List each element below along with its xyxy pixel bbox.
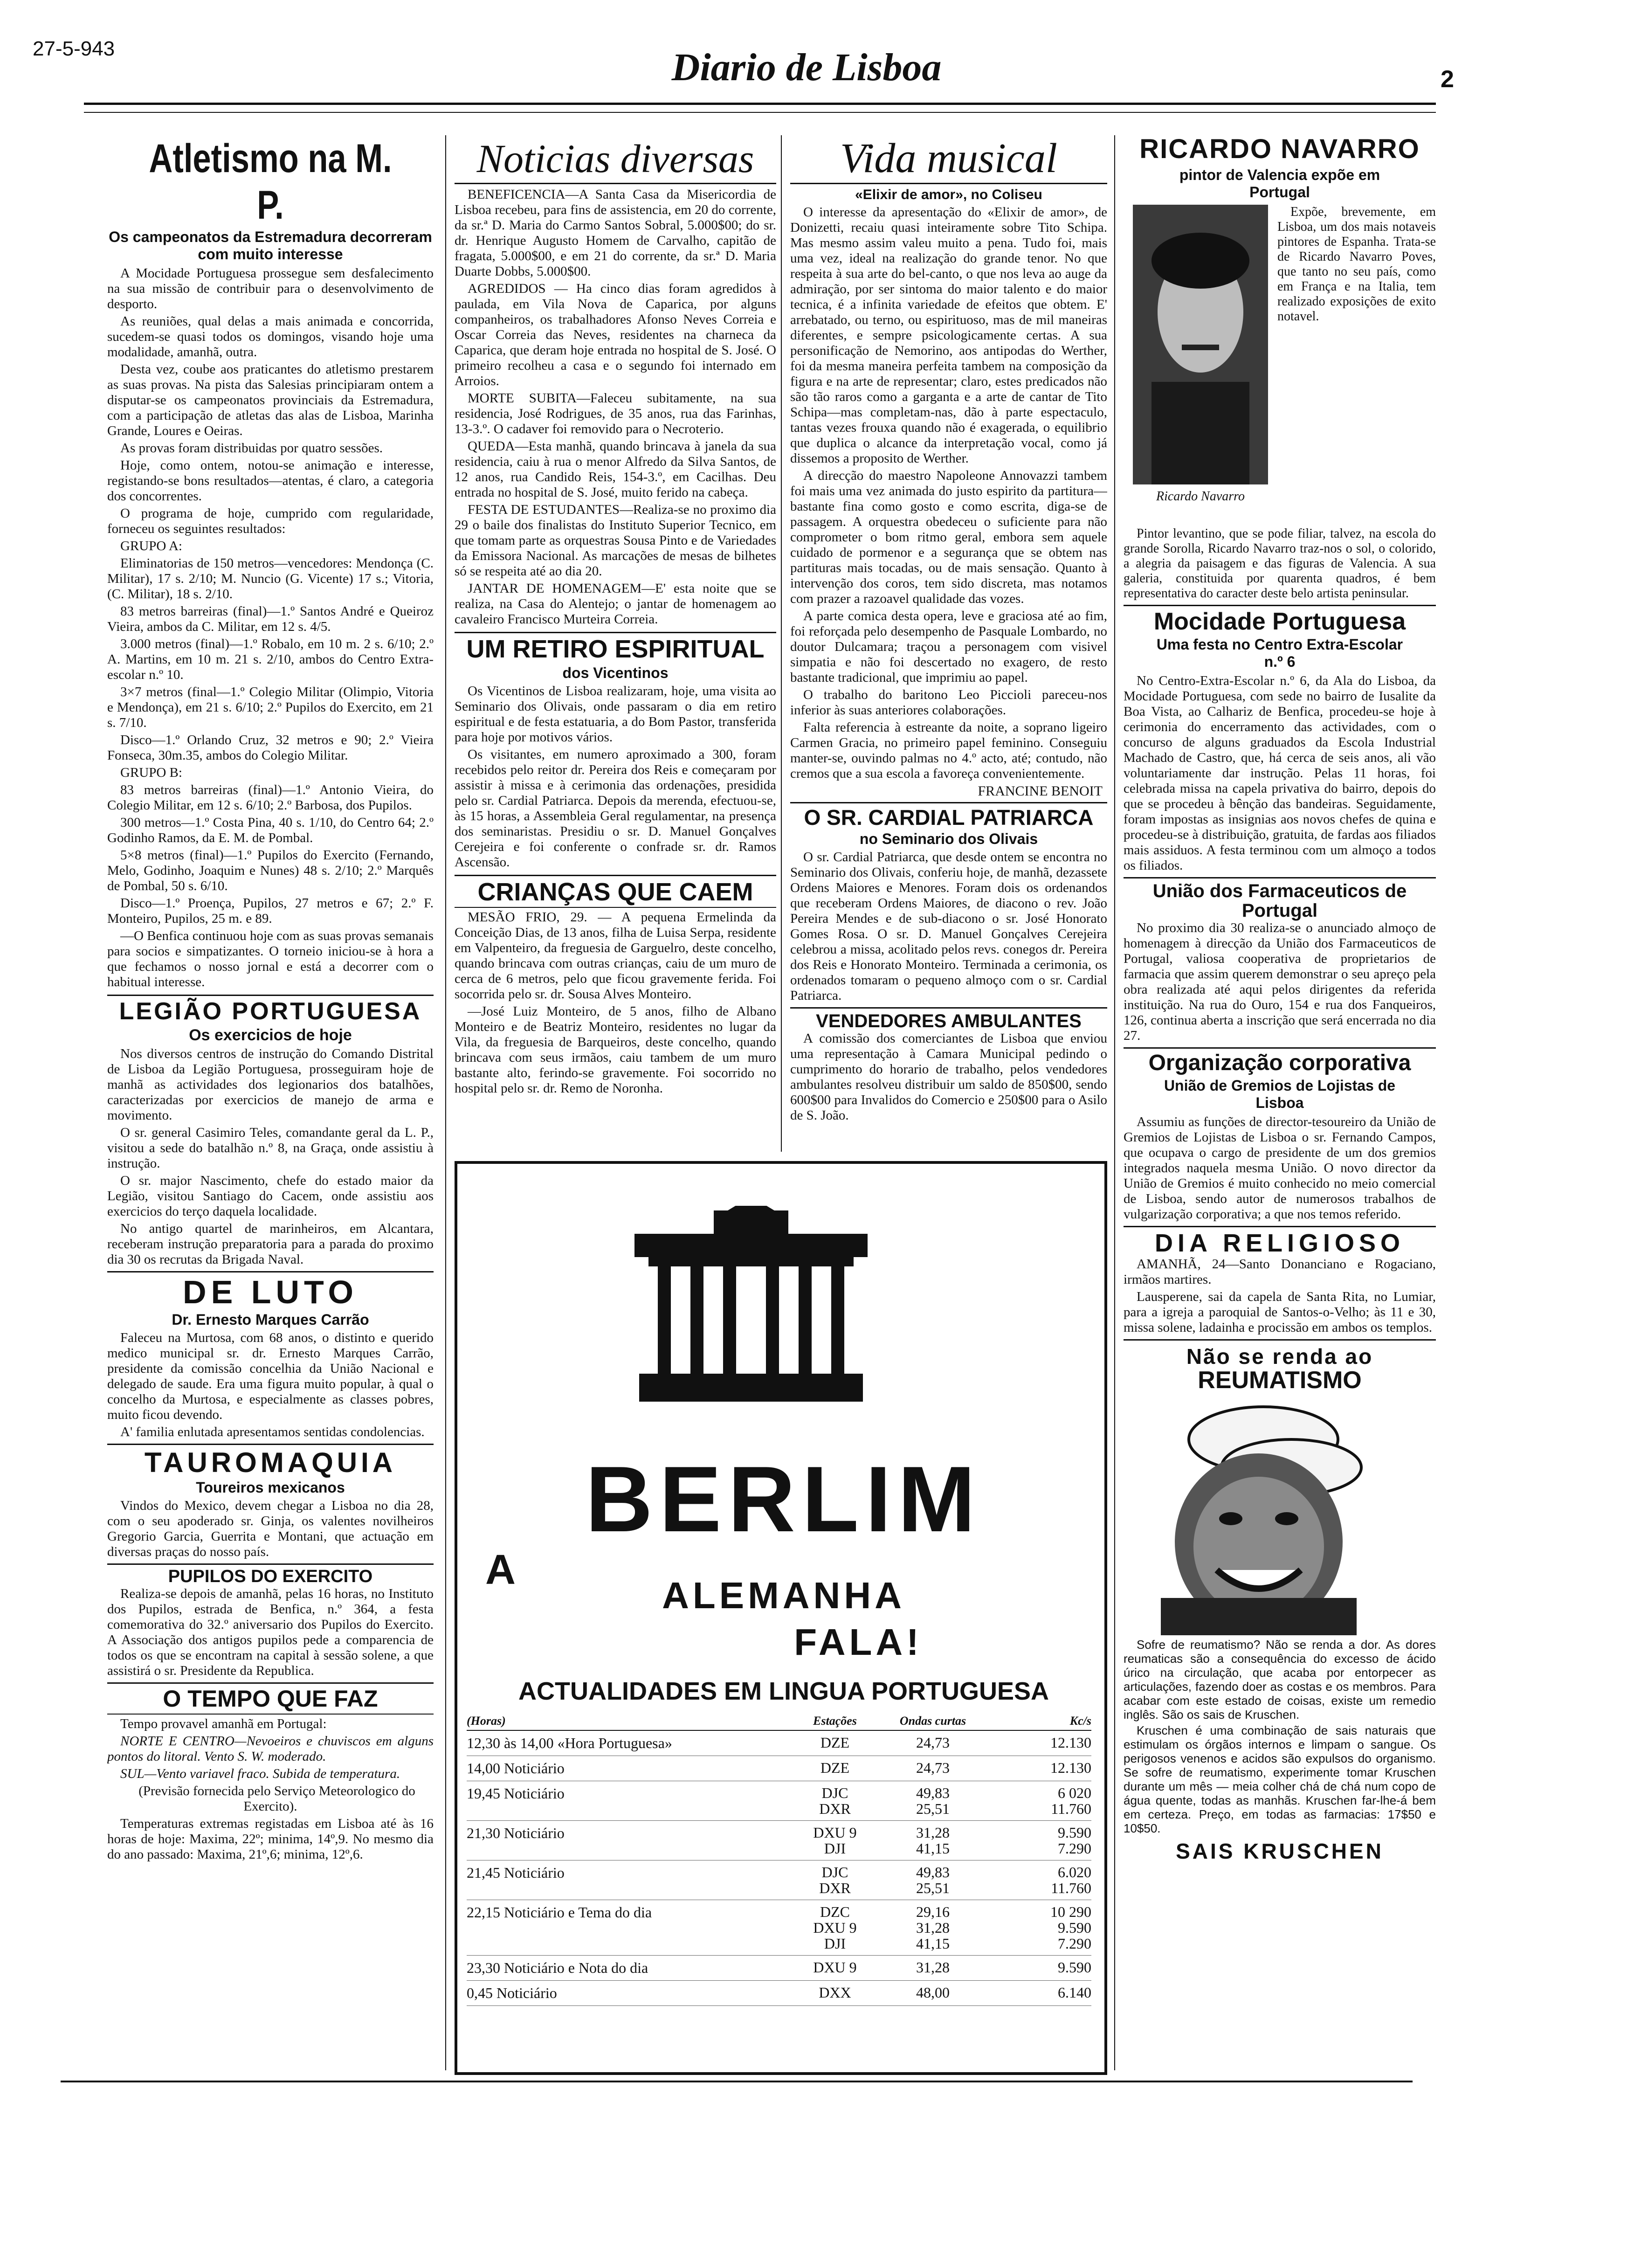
column-divider (445, 135, 446, 2070)
schedule-kcs: 9.590 (1058, 1824, 1091, 1841)
schedule-time: 12,30 às 14,00 «Hora Portuguesa» (467, 1735, 672, 1751)
schedule-station: DJI (824, 1840, 846, 1857)
mocidade-subtitle: Uma festa no Centro Extra-Escolar n.º 6 (1156, 636, 1403, 671)
column-divider (781, 135, 782, 1152)
schedule-time: 19,45 Noticiário (467, 1785, 565, 1802)
column-1 (107, 135, 434, 2075)
portrait-photo (1133, 205, 1268, 484)
berlim-line2: A (485, 1547, 516, 1593)
schedule-kcs: 10 290 (1050, 1903, 1091, 1920)
paragraph: MESÃO FRIO, 29. — A pequena Ermelinda da Conceição Dias, de 13 anos, filha de Luisa Serpa, residente em Valpenteiro, da freguesia de Garguelro, deste concelho, quando brincava com outras crianças, caiu de um muro de cerca de 6 metros, pelo que ficou gravemente ferida. Foi socorrida pelo sr. dr. Sousa Alves Monteiro. (455, 910, 776, 1002)
result-line: —O Benfica continuou hoje com as suas provas semanais para socios e simpatizantes. O torneio iniciou-se à hora a que fechamos o nosso jornal e está a decorrer com o habitual interesse. (107, 928, 434, 989)
retiro-heading: UM RETIRO ESPIRITUAL (466, 635, 765, 663)
berlim-line3: ALEMANHA (662, 1575, 905, 1616)
schedule-time: 21,30 Noticiário (467, 1825, 565, 1841)
paragraph: O trabalho do baritono Leo Piccioli pareceu-nos inferior às suas anteriores colaborações. (790, 687, 1107, 718)
luto-heading: DE LUTO (183, 1273, 358, 1310)
schedule-kcs: 9.590 (1058, 1919, 1091, 1936)
brandenburg-gate-icon (621, 1206, 882, 1411)
cardial-subtitle: no Seminario dos Olivais (859, 830, 1038, 848)
paragraph: MORTE SUBITA—Faleceu subitamente, na sua residencia, José Rodrigues, de 35 anos, rua das Farinhas, 13-3.º. O cadaver foi removido para o Necroterio. (455, 391, 776, 436)
bottom-rule (61, 2081, 1413, 2082)
kruschen-ad (1124, 1345, 1436, 1863)
berlim-subtitle: ACTUALIDADES EM LINGUA PORTUGUESA (518, 1677, 1049, 1705)
schedule-wave: 31,28 (916, 1824, 950, 1841)
paragraph: Faleceu na Murtosa, com 68 anos, o distinto e querido medico municipal sr. dr. Ernesto Marques Carrão, presidente da comissão concelhia da União Nacional e delegado de saude. Era uma figura muito popular, à qual o concelho da Murtosa, e especialmente as classes pobres, muito ficou devendo. (107, 1330, 434, 1423)
paragraph: Tempo provavel amanhã em Portugal: (120, 1716, 327, 1732)
tauromaquia-heading: TAUROMAQUIA (144, 1447, 397, 1479)
paragraph: Pintor levantino, que se pode filiar, talvez, na escola do grande Sorolla, Ricardo Navarro traz-nos o sol, o colorido, a alegria da paisagem e das figuras de Valencia. A sua galeria, constituida por quarenta quadros, é bem representativa do caracter deste belo artista peninsular. (1124, 526, 1436, 601)
atletismo-subtitle: Os campeonatos da Estremadura decorreram com muito interesse (109, 228, 432, 263)
result-line: 3×7 metros (final—1.º Colegio Militar (Olimpio, Vitoria e Mendonça), em 21 s. 6/10; 2.º Pupilos do Exercito, em 21 s. 7/10. (107, 685, 434, 730)
schedule-kcs: 6 020 (1058, 1784, 1091, 1801)
paragraph: O sr. general Casimiro Teles, comandante geral da L. P., visitou a sede do batalhão n.º 8, na Graça, onde assistiu à instrução. (107, 1125, 434, 1171)
schedule-kcs: 7.290 (1058, 1840, 1091, 1857)
paragraph: JANTAR DE HOMENAGEM—E' esta noite que se realiza, na Casa do Alentejo; o jantar de homenagem ao cavaleiro Francisco Murteira Correia. (455, 581, 776, 627)
masthead-rule-thin (84, 112, 1436, 113)
schedule-row (467, 1981, 1091, 2006)
schedule-station: DXU 9 (813, 1919, 857, 1936)
schedule-kcs: 7.290 (1058, 1935, 1091, 1952)
paragraph: As reuniões, qual delas a mais animada e concorrida, sucedem-se quasi todos os domingos, visando hoje uma modalidade, amanhã, outra. (107, 314, 434, 360)
result-line: Eliminatorias de 150 metros—vencedores: Mendonça (C. Militar), 17 s. 2/10; M. Nuncio (G. Vicente) 17 s.; Vitoria, (C. Militar), 18 s. 2/10. (107, 556, 434, 602)
organizacao-subtitle: União de Gremios de Lojistas de Lisboa (1164, 1077, 1396, 1111)
paragraph: (Previsão fornecida pelo Serviço Meteorologico do Exercito). (138, 1784, 415, 1814)
result-line: GRUPO B: (120, 765, 182, 780)
schedule-row (467, 1956, 1091, 1981)
column-divider (1114, 135, 1115, 2070)
header-station: Estações (813, 1714, 857, 1728)
result-line: GRUPO A: (120, 539, 182, 553)
schedule-wave: 41,15 (916, 1935, 950, 1952)
berlim-advertisement (455, 1161, 1107, 2075)
cardial-heading: O SR. CARDIAL PATRIARCA (804, 805, 1094, 830)
farmaceuticos-heading: União dos Farmaceuticos de Portugal (1152, 881, 1407, 921)
paragraph: No proximo dia 30 realiza-se o anunciado almoço de homenagem à direcção da União dos Farmaceuticos de Portugal, valiosa cooperativa de proprietarios de farmacia que assim querem demonstrar o seu apreço pela obra realizada até aqui pelos dirigentes da referida instituição. Na rua do Ouro, 154 e rua dos Fanqueiros, 126, continua aberta a inscrição que será encerrada no dia 27. (1124, 920, 1436, 1044)
masthead-rule (84, 103, 1436, 105)
schedule-wave: 25,51 (916, 1800, 950, 1817)
atletismo-body (107, 266, 434, 990)
smiling-man-illustration (1124, 1402, 1436, 1635)
schedule-time: 14,00 Noticiário (467, 1760, 565, 1777)
schedule-station: DZE (820, 1734, 850, 1751)
retiro-subtitle: dos Vicentinos (562, 664, 669, 681)
schedule-kcs: 11.760 (1051, 1880, 1091, 1896)
schedule-time: 21,45 Noticiário (467, 1864, 565, 1881)
paragraph: AGREDIDOS — Ha cinco dias foram agredidos à paulada, em Vila Nova de Caparica, por alguns companheiros, os trabalhadores Afonso Neves Correia e Oscar Correia das Neves, residentes na charneca da Caparica, que deram hoje entrada no hospital de S. José. O primeiro recolheu a casa e o segundo foi internado em Arroios. (455, 281, 776, 388)
schedule-header (467, 1714, 1091, 1731)
schedule-station: DJI (824, 1935, 846, 1952)
kruschen-title-2: REUMATISMO (1198, 1366, 1362, 1394)
schedule-time: 23,30 Noticiário e Nota do dia (467, 1959, 648, 1976)
schedule-row (467, 1731, 1091, 1756)
tauromaquia-subtitle: Toureiros mexicanos (196, 1479, 345, 1496)
schedule-time: 22,15 Noticiário e Tema do dia (467, 1904, 652, 1921)
schedule-station: DJC (821, 1784, 848, 1801)
portrait-caption: Ricardo Navarro (1156, 489, 1245, 504)
schedule-row (467, 1781, 1091, 1821)
schedule-table (467, 1714, 1091, 2006)
luto-subtitle: Dr. Ernesto Marques Carrão (172, 1311, 369, 1328)
paragraph: A' familia enlutada apresentamos sentidas condolencias. (120, 1424, 425, 1440)
result-line: 3.000 metros (final)—1.º Robalo, em 10 m. 2 s. 6/10; 2.º A. Martins, em 10 m. 21 s. 2/10, ambos do Centro Extra-escolar n.º 10. (107, 636, 434, 682)
schedule-wave: 49,83 (916, 1864, 950, 1881)
paragraph: A Mocidade Portuguesa prossegue sem desfalecimento na sua missão de contribuir para o desenvolvimento de desporto. (107, 266, 434, 311)
schedule-station: DJC (821, 1864, 848, 1881)
legiao-heading: LEGIÃO PORTUGUESA (119, 998, 422, 1025)
schedule-wave: 41,15 (916, 1840, 950, 1857)
header-time: (Horas) (467, 1714, 506, 1728)
paragraph: A comissão dos comerciantes de Lisboa que enviou uma representação à Camara Municipal pedindo o cumprimento do horario de trabalho, pelos vendedores ambulantes resolveu distribuir um saldo de 850$00, sendo 600$00 para Invalidos do Comercio e 250$00 para o Asilo de S. João. (790, 1031, 1107, 1123)
schedule-row (467, 1821, 1091, 1860)
navarro-subtitle: pintor de Valencia expõe em Portugal (1179, 166, 1380, 201)
paragraph: O programa de hoje, cumprido com regularidade, forneceu os seguintes resultados: (107, 506, 434, 536)
paragraph: QUEDA—Esta manhã, quando brincava à janela da sua residencia, caiu à rua o menor Alfredo da Silva Santos, de 12 anos, rua Candido Reis, 154-3.º, em Cacilhas. Deu entrada no hospital de S. José, muito ferido na cabeça. (455, 439, 776, 500)
column-4 (1124, 135, 1436, 2075)
schedule-time: 0,45 Noticiário (467, 1984, 557, 2001)
schedule-wave: 25,51 (916, 1880, 950, 1896)
schedule-station: DXX (819, 1984, 851, 2001)
schedule-kcs: 12.130 (1050, 1734, 1091, 1751)
paragraph: As provas foram distribuidas por quatro sessões. (120, 441, 383, 456)
vendedores-heading: VENDEDORES AMBULANTES (816, 1011, 1082, 1032)
header-kcs: Kc/s (1069, 1714, 1091, 1728)
paragraph: Temperaturas extremas registadas em Lisboa até às 16 horas de hoje: Maxima, 22º; minima, 14º,9. No mesmo dia do ano passado: Maxima, 21º,6; minima, 12º,6. (107, 1816, 434, 1862)
header-wave: Ondas curtas (899, 1714, 966, 1728)
schedule-row (467, 1756, 1091, 1781)
mocidade-heading: Mocidade Portuguesa (1153, 608, 1406, 635)
result-line: Disco—1.º Orlando Cruz, 32 metros e 90; 2.º Vieira Fonseca, 30m.35, ambos do Colegio Militar. (107, 733, 434, 763)
schedule-station: DZE (820, 1759, 850, 1776)
paragraph: Expõe, brevemente, em Lisboa, um dos mais notaveis pintores de Espanha. Trata-se de Ricardo Navarro Poves, que tanto no seu país, como em França e na Italia, tem realizado exposições de exito notavel. (1277, 204, 1436, 324)
paragraph: Falta referencia à estreante da noite, a soprano ligeiro Carmen Gracia, no primeiro papel feminino. Conseguiu manter-se, ouvindo palmas no 4.º acto, até; contudo, não cremos que a sua escola a favoreça convenientemente. (790, 720, 1107, 781)
paragraph: Os Vicentinos de Lisboa realizaram, hoje, uma visita ao Seminario dos Olivais, onde passaram o dia em retiro espiritual e de festa estatuaria, a do Bom Pastor, transferida para hoje por motivos vários. (455, 683, 776, 745)
paragraph: NORTE E CENTRO—Nevoeiros e chuviscos em alguns pontos do litoral. Vento S. W. moderado. (107, 1734, 434, 1764)
paragraph: FESTA DE ESTUDANTES—Realiza-se no proximo dia 29 o baile dos finalistas do Instituto Superior Tecnico, em que tomam parte as orquestras Sousa Pinto e de Variedades da Emissora Nacional. As marcações de mesas de bilhetes só se respeita até ao dia 20. (455, 502, 776, 579)
result-line: 83 metros barreiras (final)—1.º Santos André e Queiroz Vieira, ambos da C. Militar, em 12 s. 4/5. (107, 604, 434, 634)
paragraph: Nos diversos centros de instrução do Comando Distrital de Lisboa da Legião Portuguesa, prosseguiram hoje de manhã as actividades dos legionarios dos batalhões, caracterizadas por exercicios de manejo de arma e movimento. (107, 1046, 434, 1123)
kruschen-title-1: Não se renda ao (1186, 1344, 1373, 1369)
paragraph: O sr. major Nascimento, chefe do estado maior da Legião, visitou Santiago do Cacem, onde assistiu aos exercicios do terço daquela localidade. (107, 1173, 434, 1219)
result-line: 83 metros barreiras (final)—1.º Antonio Vieira, do Colegio Militar, em 12 s. 6/10; 2.º Barbosa, dos Pupilos. (107, 782, 434, 813)
column-2 (455, 135, 776, 1161)
schedule-station: DZC (820, 1903, 850, 1920)
schedule-wave: 29,16 (916, 1903, 950, 1920)
schedule-kcs: 11.760 (1051, 1800, 1091, 1817)
result-line: 5×8 metros (final)—1.º Pupilos do Exercito (Fernando, Melo, Godinho, Joaquim e Nunes) 48 s. 2/10; 2.º Marquês de Pombal, 50 s. 6/10. (107, 848, 434, 893)
schedule-wave: 24,73 (916, 1734, 950, 1751)
paragraph: Os visitantes, em numero aproximado a 300, foram recebidos pelo reitor dr. Pereira dos Reis e começaram por assistir à missa e à cerimonia das ordenações, presidida pelo sr. Cardial Patriarca. Depois da merenda, efectuou-se, às 15 horas, a Assembleia Geral regulamentar, na presença dos seminaristas. Presidiu o sr. D. Manuel Gonçalves Cerejeira e foi conferente o confrade sr. dr. Ramos Ascensão. (455, 747, 776, 870)
paragraph: A direcção do maestro Napoleone Annovazzi tambem foi mais uma vez animada do justo espirito da partitura—bastante fina como gosto e como escrita, diga-se de passagem. A orquestra obedeceu o suficiente para não comprometer o bom ritmo geral, embora sem aquele cuidado de pormenor e a segurança que se obtem nas partituras mais tocadas, ou de mais sensação. Quanto à intervenção dos coros, tem sido discreta, mas notamos com prazer a razoavel qualidade das vozes. (790, 468, 1107, 606)
religioso-heading: DIA RELIGIOSO (1154, 1229, 1405, 1257)
paragraph: Desta vez, coube aos praticantes do atletismo prestarem as suas provas. Na pista das Salesias principiaram ontem a disputar-se os campeonatos provinciais da Estremadura, com a participação de atletas das alas de Lisboa, Marinha Grande, Loures e Oeiras. (107, 362, 434, 438)
schedule-kcs: 6.020 (1058, 1864, 1091, 1881)
masthead-date: 27-5-943 (33, 37, 115, 60)
organizacao-heading: Organização corporativa (1148, 1051, 1411, 1076)
berlim-line4: FALA! (794, 1621, 923, 1663)
schedule-wave: 49,83 (916, 1784, 950, 1801)
navarro-heading: RICARDO NAVARRO (1139, 135, 1420, 164)
schedule-station: DXR (819, 1800, 851, 1817)
vida-heading: Vida musical (840, 135, 1057, 181)
criancas-heading: CRIANÇAS QUE CAEM (477, 878, 753, 906)
paragraph: Realiza-se depois de amanhã, pelas 16 horas, no Instituto dos Pupilos, estrada de Benfica, n.º 364, a festa comemorativa do 32.º aniversario dos Pupilos do Exercito. A Associação dos antigos pupilos pede a comparencia de todos os que se encontram na capital à sessão solene, a que assistirá o sr. Presidente da Republica. (107, 1586, 434, 1678)
schedule-row (467, 1900, 1091, 1956)
schedule-wave: 31,28 (916, 1959, 950, 1976)
schedule-row (467, 1860, 1091, 1900)
paragraph: Hoje, como ontem, notou-se animação e interesse, registando-se bons resultados—atentas, é claro, a categoria dos concorrentes. (107, 458, 434, 504)
paragraph: Assumiu as funções de director-tesoureiro da União de Gremios de Lojistas de Lisboa o sr. Fernando Campos, que ocupava o cargo de presidente de um dos gremios integrados naquela mesma União. O novo director da União de Gremios é muito conhecido no meio comercial de Lisboa, sendo autor de numerosos trabalhos de vulgarização corporativa; a que nos temos referido. (1124, 1114, 1436, 1222)
paragraph: Kruschen é uma combinação de sais naturais que estimulam os órgãos internos e limpam o sangue. Os perigosos venenos e acidos são expulsos do organismo. Se sofre de reumatismo, experimente tomar Kruschen durante um mês — meia colher chá de chá num copo de água quente, todas as manhãs. Kruschen far-lhe-á bem em certeza. Preço, em todas as farmacias: 17$50 e 10$50. (1124, 1723, 1436, 1836)
paragraph: No Centro-Extra-Escolar n.º 6, da Ala do Lisboa, da Mocidade Portuguesa, com sede no bairro de Iusalite da Boa Vista, ao Calhariz de Benfica, procedeu-se hoje à cerimonia do encerramento das actividades, com o concurso de alguns graduados da Escola Industrial Machado de Castro, que, há cerca de seis anos, ali vão voluntariamente dar instrução. Pelas 11 horas, foi celebrada missa na capela privativa do bairro, depois do que se procedeu à bênção das bandeiras. Seguidamente, foram impostas as insignias aos novos chefes de quina e procedeu-se à distribuição, gratuita, de fardas aos filiados mais assiduos. A festa terminou com um almoço a todos os filiados. (1124, 673, 1436, 873)
paragraph: O interesse da apresentação do «Elixir de amor», de Donizetti, recaiu quasi inteiramente sobre Tito Schipa. Mas mesmo assim valeu muito a pena. Tudo foi, mais uma vez, ideal na realização do grande tenor. No que respeita à sua arte do bel-canto, o que nos leva ao auge da admiração, por ser sintoma do maior talento e do maior tecnica, é a infinita variedade de efeitos que obtem. E' arrebatado, ou terno, ou espirituoso, mas de mil maneiras diferentes, e sempre psicologicamente certas. A sua personificação de Nemorino, aos antipodas do Werther, foi da mesma maneira perfeita tambem na composição da figura e na arte de representar; claro, estes predicados não são tão raros como a garganta e a arte de cantar de Tito Schipa—mas completam-nas, dão à parte espectaculo, tantas vezes frouxa quando não é exagerada, o equilibrio que duplica o alcance da interpretação vocal, como já dissemos a proposito de Werther. (790, 205, 1107, 466)
schedule-wave: 48,00 (916, 1984, 950, 2001)
schedule-wave: 31,28 (916, 1919, 950, 1936)
paragraph: AMANHÃ, 24—Santo Donanciano e Rogaciano, irmãos martires. (1124, 1256, 1436, 1287)
schedule-station: DXR (819, 1880, 851, 1896)
paragraph: Vindos do Mexico, devem chegar a Lisboa no dia 28, com o seu apoderado sr. Ginja, os valentes novilheiros Gregorio Garcia, Guerrita e Montani, que actuação em diversas praças do nosso país. (107, 1498, 434, 1560)
paragraph: —José Luiz Monteiro, de 5 anos, filho de Albano Monteiro e de Beatriz Monteiro, residentes no lugar da Vila, da freguesia de Barqueiros, deste concelho, quando brincava com seus irmãos, caiu tambem de um muro bastante alto, ferindo-se gravemente. Foi socorrido no hospital pelo sr. dr. Remo de Noronha. (455, 1004, 776, 1096)
noticias-heading: Noticias diversas (476, 136, 754, 181)
result-line: 300 metros—1.º Costa Pina, 40 s. 1/10, do Centro 64; 2.º Godinho Ramos, da E. M. de Pombal. (107, 815, 434, 845)
paragraph: O sr. Cardial Patriarca, que desde ontem se encontra no Seminario dos Olivais, conferiu hoje, de manhã, dezassete Ordens Maiores e Menores. Foram dois os ordenandos que receberam Ordens Maiores, de diacono o rev. João Pereira Mendes e de sub-diacono o sr. José Honorato Gomes Rosa. O sr. D. Manuel Gonçalves Cerejeira celebrou a missa, acolitado pelos revs. conegos dr. Pereira dos Reis e Honorato Monteiro. Terminada a cerimonia, os ordenados tomaram o pequeno almoço com o sr. Cardial Patriarca. (790, 850, 1107, 1003)
page-number: 2 (1441, 66, 1454, 93)
paragraph: No antigo quartel de marinheiros, em Alcantara, receberam instrução preparatoria para a parada do proximo dia 30 os recrutas da Brigada Naval. (107, 1221, 434, 1267)
atletismo-heading: Atletismo na M. P. (149, 136, 392, 228)
column-3 (790, 135, 1107, 1161)
paragraph: BENEFICENCIA—A Santa Casa da Misericordia de Lisboa recebeu, para fins de assistencia, em 20 do corrente, da sr.ª D. Maria do Carmo Santos Sobral, 5.000$00; do sr. dr. Henrique Augusto Homem de Carvalho, capitão de fragata, 5.000$00, e em 21 do corrente, da sr.ª D. Maria Duarte Dobbs, 5.000$00. (455, 187, 776, 279)
schedule-station: DXU 9 (813, 1959, 857, 1976)
paragraph: Lausperene, sai da capela de Santa Rita, no Lumiar, para a igreja a paroquial de Santos-o-Velho; às 11 e 30, missa solene, ladainha e procissão em ambos os templos. (1124, 1289, 1436, 1335)
paragraph: A parte comica desta opera, leve e graciosa até ao fim, foi reforçada pelo desempenho de Pasquale Lombardo, no doutor Dulcamara; traçou a personagem com visivel simpatia e não foi descertado no exagero, de resto bastante tradicional, que imprimiu ao papel. (790, 608, 1107, 685)
paragraph: SUL—Vento variavel fraco. Subida de temperatura. (120, 1766, 400, 1782)
pupilos-heading: PUPILOS DO EXERCITO (168, 1567, 373, 1587)
tempo-heading: O TEMPO QUE FAZ (163, 1685, 378, 1712)
kruschen-brand: SAIS KRUSCHEN (1176, 1839, 1384, 1864)
schedule-kcs: 9.590 (1058, 1959, 1091, 1976)
masthead-title: Diario de Lisboa (671, 46, 942, 89)
result-line: Disco—1.º Proença, Pupilos, 27 metros e 67; 2.º F. Monteiro, Pupilos, 25 m. e 89. (107, 896, 434, 926)
berlim-title: BERLIM (585, 1447, 982, 1551)
vida-author: FRANCINE BENOIT (978, 783, 1103, 799)
schedule-wave: 24,73 (916, 1759, 950, 1776)
schedule-station: DXU 9 (813, 1824, 857, 1841)
paragraph: Sofre de reumatismo? Não se renda a dor. As dores reumaticas são a consequência do excesso de ácido úrico na circulação, que acaba por entorpecer as articulações, fazendo doer as costas e os membros. Para acabar com este estado de coisas, existe um remedio inglês. São os sais de Kruschen. (1124, 1638, 1436, 1722)
vida-subtitle: «Elixir de amor», no Coliseu (855, 187, 1042, 202)
schedule-kcs: 12.130 (1050, 1759, 1091, 1776)
schedule-kcs: 6.140 (1058, 1984, 1091, 2001)
legiao-subtitle: Os exercicios de hoje (189, 1026, 352, 1044)
